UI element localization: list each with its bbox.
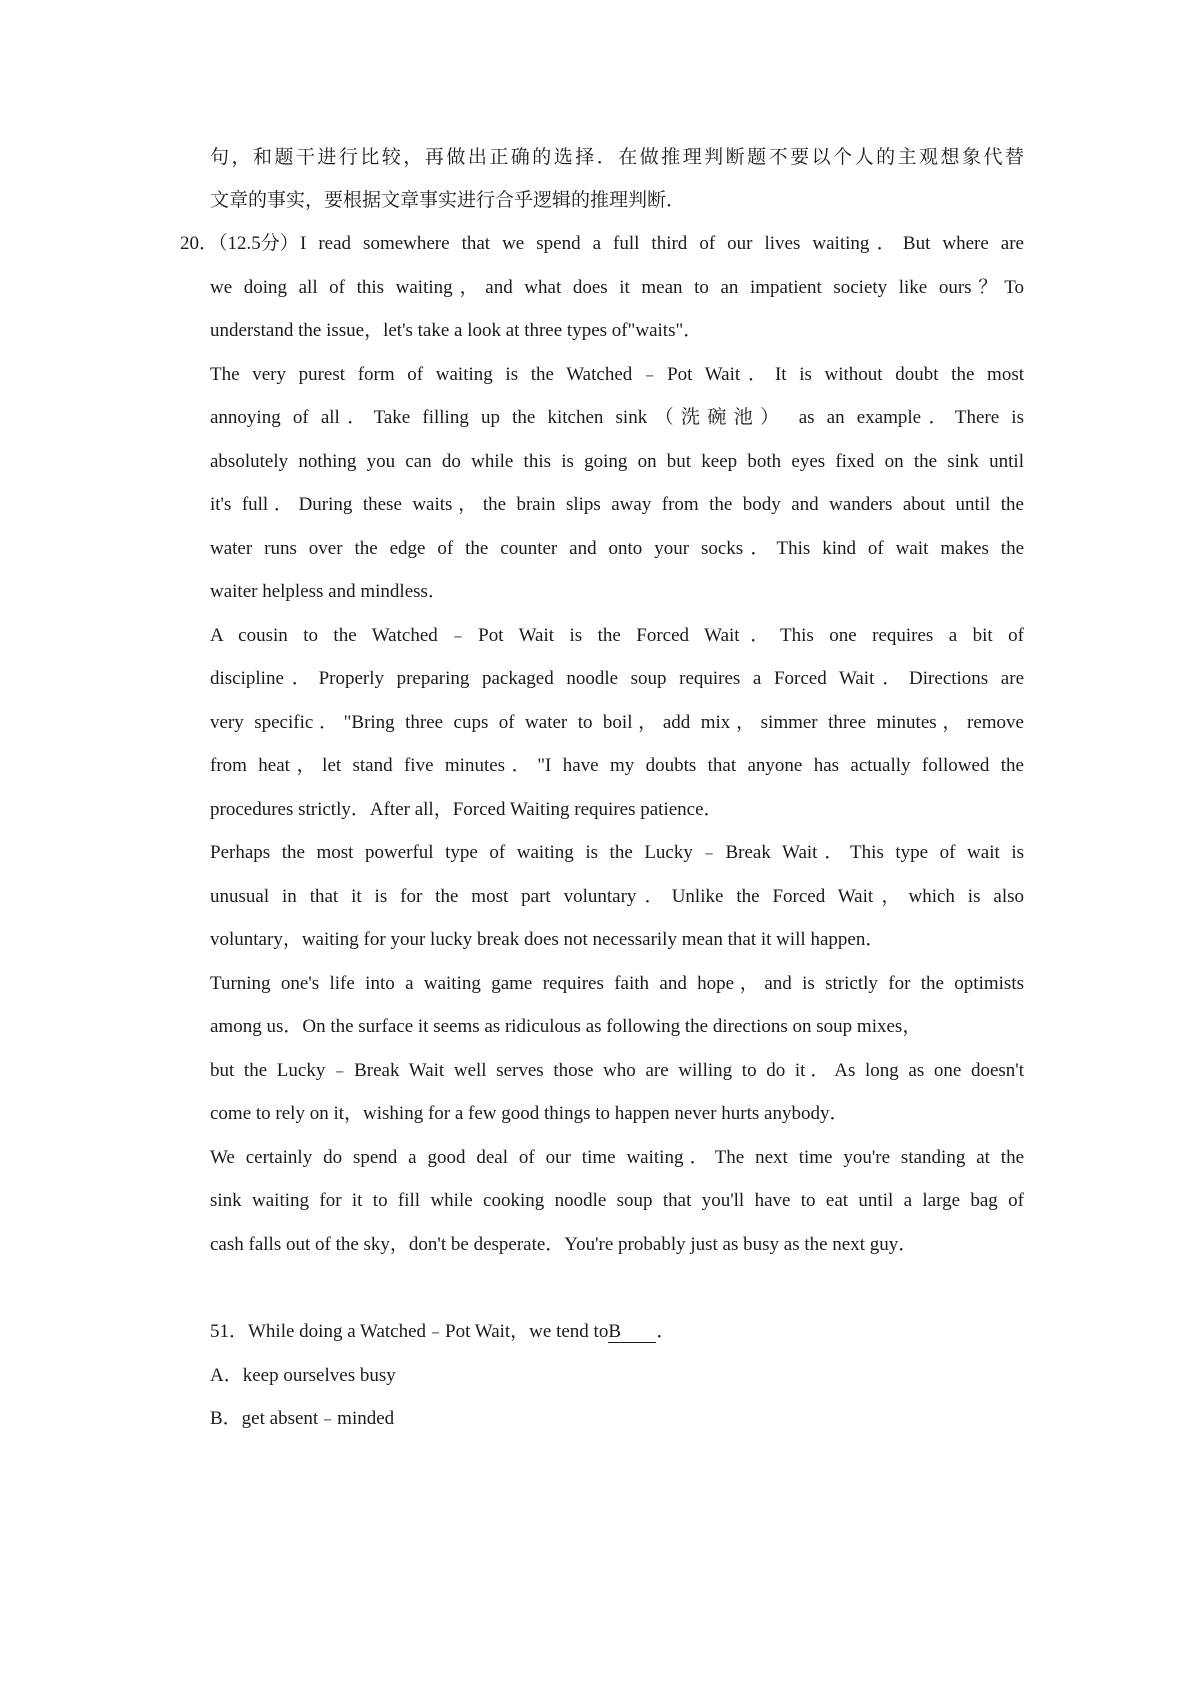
passage-line: Turning one's life into a waiting game requires faith and hope，and is strictly for the optimists — [210, 973, 1024, 994]
sub-question-end: ． — [656, 1321, 676, 1342]
passage-line: very specific．"Bring three cups of water to boil，add mix，simmer three minutes，remove — [210, 712, 1024, 733]
passage-line: we doing all of this waiting，and what does it mean to an impatient society like ours？To — [210, 277, 1024, 298]
passage-line: but the Lucky﹣Break Wait well serves those who are willing to do it．As long as one doesn't — [210, 1060, 1024, 1081]
passage-line: it's full．During these waits，the brain slips away from the body and wanders about until the — [210, 494, 1024, 515]
passage-line: waiter helpless and mindless． — [210, 581, 447, 602]
answer-blank: B — [608, 1322, 656, 1343]
passage-line: We certainly do spend a good deal of our time waiting．The next time you're standing at the — [210, 1147, 1024, 1168]
intro-note-line-1: 句，和题干进行比较，再做出正确的选择．在做推理判断题不要以个人的主观想象代替 — [210, 147, 1024, 168]
passage-line: understand the issue，let's take a look at three types of"waits"． — [210, 320, 703, 341]
passage-line: voluntary，waiting for your lucky break does not necessarily mean that it will happen． — [210, 929, 885, 950]
passage-line: sink waiting for it to fill while cooking noodle soup that you'll have to eat until a large bag of — [210, 1190, 1024, 1211]
passage-line: among us．On the surface it seems as ridiculous as following the directions on soup mixes， — [210, 1016, 922, 1037]
passage-line: annoying of all．Take filling up the kitchen sink（洗碗池） as an example．There is — [210, 407, 1024, 428]
passage-line: water runs over the edge of the counter and onto your socks．This kind of wait makes the — [210, 538, 1024, 559]
passage-line: I read somewhere that we spend a full third of our lives waiting．But where are — [300, 233, 1024, 254]
passage-line: come to rely on it，wishing for a few good things to happen never hurts anybody． — [210, 1103, 849, 1124]
passage-line: A cousin to the Watched﹣Pot Wait is the Forced Wait．This one requires a bit of — [210, 625, 1024, 646]
passage-line: cash falls out of the sky，don't be desperate．You're probably just as busy as the next guy． — [210, 1234, 918, 1255]
sub-question-text: 51．While doing a Watched﹣Pot Wait，we tend to — [210, 1321, 609, 1342]
passage-line: procedures strictly．After all，Forced Waiting requires patience． — [210, 799, 723, 820]
passage-line: discipline．Properly preparing packaged noodle soup requires a Forced Wait．Directions are — [210, 668, 1024, 689]
intro-note-line-2: 文章的事实，要根据文章事实进行合乎逻辑的推理判断． — [210, 190, 686, 211]
option-b: B．get absent﹣minded — [210, 1408, 395, 1429]
sub-question-stem — [210, 1319, 1024, 1345]
option-a: A．keep ourselves busy — [210, 1365, 396, 1386]
question-number: 20．（12.5分） — [180, 233, 299, 254]
passage-line: unusual in that it is for the most part voluntary．Unlike the Forced Wait，which is also — [210, 886, 1024, 907]
passage-line: from heat，let stand five minutes．"I have my doubts that anyone has actually followed the — [210, 755, 1024, 776]
passage-line: absolutely nothing you can do while this is going on but keep both eyes fixed on the sink until — [210, 451, 1024, 472]
passage-line: Perhaps the most powerful type of waiting is the Lucky﹣Break Wait．This type of wait is — [210, 842, 1024, 863]
passage-line: The very purest form of waiting is the Watched﹣Pot Wait．It is without doubt the most — [210, 364, 1024, 385]
